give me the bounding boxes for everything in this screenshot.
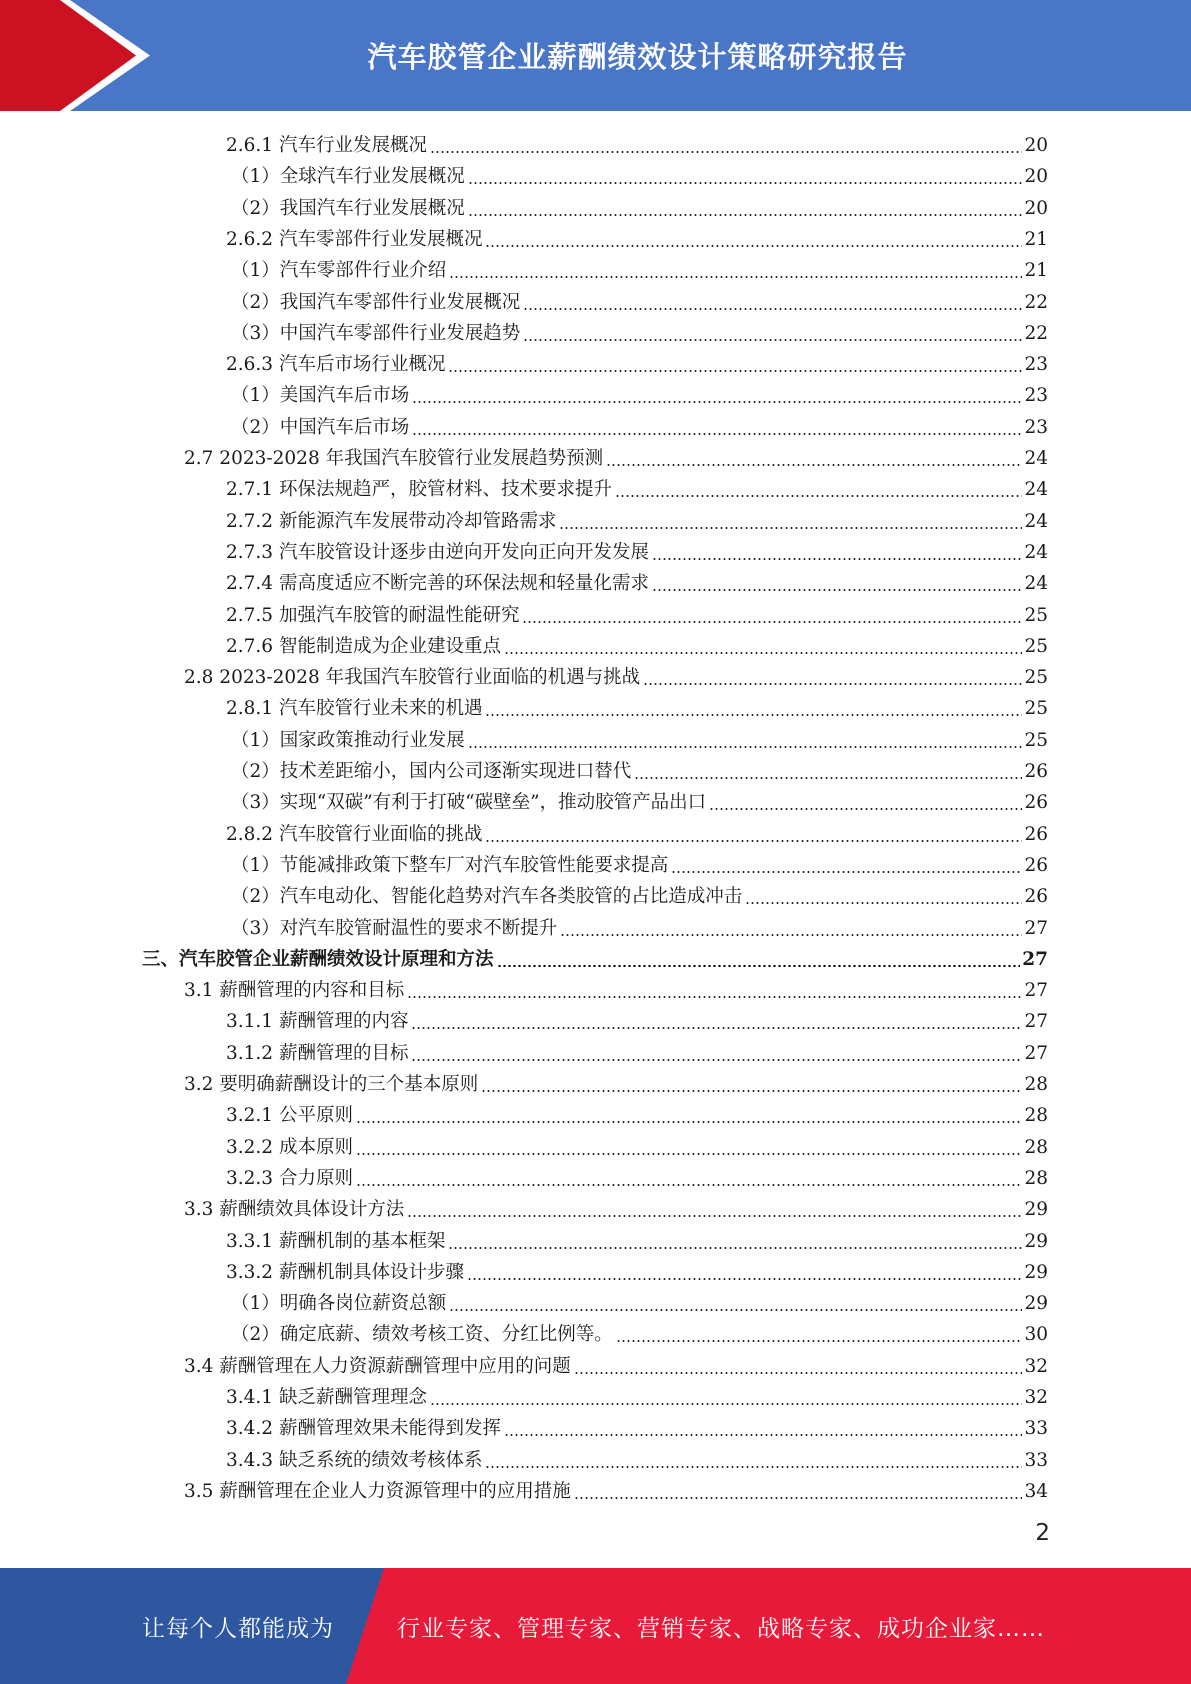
toc-entry-page: 21	[1024, 260, 1048, 282]
toc-entry-title: 2.7.4 需高度适应不断完善的环保法规和轻量化需求	[226, 573, 649, 595]
toc-leader-dots	[356, 1184, 1023, 1186]
toc-entry-title: 3.1.2 薪酬管理的目标	[226, 1042, 409, 1064]
toc-leader-dots	[468, 182, 1023, 184]
toc-leader-dots	[560, 934, 1022, 936]
toc-entry-title: （1）节能减排政策下整车厂对汽车胶管性能要求提高	[231, 854, 669, 876]
toc-entry[interactable]	[226, 1254, 1048, 1285]
toc-entry[interactable]	[226, 1129, 1048, 1160]
toc-entry[interactable]	[226, 221, 1048, 252]
toc-entry[interactable]	[231, 784, 1048, 815]
toc-leader-dots	[467, 1278, 1022, 1280]
toc-entry-page: 20	[1024, 166, 1048, 188]
toc-entry-title: （2）汽车电动化、智能化趋势对汽车各类胶管的占比造成冲击	[231, 886, 743, 908]
toc-leader-dots	[449, 1309, 1022, 1311]
toc-entry-title: 3.2.1 公平原则	[226, 1105, 353, 1127]
toc-leader-dots	[356, 1121, 1023, 1123]
toc-entry-title: （3）对汽车胶管耐温性的要求不断提升	[231, 917, 558, 939]
toc-leader-dots	[745, 902, 1022, 904]
toc-entry-page: 28	[1024, 1074, 1048, 1095]
toc-leader-dots	[485, 245, 1022, 247]
toc-entry-page: 26	[1024, 886, 1048, 908]
toc-entry-title: 3.2.3 合力原则	[226, 1167, 353, 1189]
toc-entry-page: 24	[1024, 479, 1048, 501]
toc-entry-title: 3.3.1 薪酬机制的基本框架	[226, 1230, 446, 1252]
toc-leader-dots	[574, 1372, 1023, 1374]
toc-entry-page: 33	[1024, 1418, 1048, 1440]
toc-entry[interactable]	[231, 1285, 1048, 1316]
toc-entry-title: （2）我国汽车零部件行业发展概况	[231, 291, 521, 313]
toc-entry-page: 21	[1024, 228, 1048, 250]
toc-leader-dots	[504, 652, 1022, 654]
toc-leader-dots	[407, 996, 1022, 998]
toc-entry-title: 2.7.5 加强汽车胶管的耐温性能研究	[226, 604, 520, 626]
toc-entry[interactable]	[184, 440, 1048, 471]
toc-entry-page: 22	[1024, 291, 1048, 313]
toc-leader-dots	[652, 558, 1022, 560]
toc-leader-dots	[411, 1059, 1022, 1061]
toc-entry-page: 23	[1024, 416, 1048, 438]
toc-entry[interactable]	[231, 315, 1048, 346]
toc-entry-page: 22	[1024, 322, 1048, 344]
toc-leader-dots	[671, 871, 1022, 873]
toc-entry-page: 26	[1024, 792, 1048, 814]
toc-entry-title: 3.1 薪酬管理的内容和目标	[184, 980, 405, 1002]
toc-entry[interactable]	[226, 534, 1048, 565]
toc-entry-title: 3.1.1 薪酬管理的内容	[226, 1011, 409, 1033]
toc-entry-title: 2.6.3 汽车后市场行业概况	[226, 354, 446, 376]
toc-entry-page: 27	[1024, 917, 1048, 939]
toc-entry[interactable]	[231, 847, 1048, 878]
toc-entry-title: 3.3 薪酬绩效具体设计方法	[184, 1199, 405, 1221]
toc-leader-dots	[522, 621, 1022, 623]
toc-entry[interactable]	[226, 127, 1048, 158]
toc-entry-page: 29	[1024, 1293, 1048, 1315]
toc-entry-page: 26	[1024, 761, 1048, 782]
toc-entry[interactable]	[231, 158, 1048, 189]
toc-entry-page: 28	[1024, 1167, 1048, 1189]
toc-entry-page: 24	[1024, 448, 1048, 469]
toc-entry[interactable]	[226, 1160, 1048, 1191]
toc-entry[interactable]	[231, 722, 1048, 753]
toc-leader-dots	[574, 1497, 1023, 1499]
toc-entry-title: （1）明确各岗位薪资总额	[231, 1293, 447, 1315]
toc-leader-dots	[559, 527, 1022, 529]
toc-entry-title: 2.7.6 智能制造成为企业建设重点	[226, 635, 501, 657]
toc-leader-dots	[407, 1215, 1022, 1217]
toc-leader-dots	[468, 746, 1023, 748]
toc-entry-page: 33	[1024, 1449, 1048, 1471]
toc-entry-title: 3.4.1 缺乏薪酬管理理念	[226, 1387, 427, 1408]
toc-leader-dots	[356, 1153, 1023, 1155]
toc-entry[interactable]	[226, 565, 1048, 596]
toc-entry-page: 23	[1024, 354, 1048, 376]
toc-entry-page: 28	[1024, 1136, 1048, 1158]
toc-entry-page: 27	[1022, 948, 1048, 970]
footer-slogan-right: 行业专家、管理专家、营销专家、战略专家、成功企业家……	[397, 1615, 1045, 1642]
toc-entry[interactable]	[184, 972, 1048, 1003]
toc-entry-page: 25	[1024, 729, 1048, 751]
toc-entry-title: 2.6.1 汽车行业发展概况	[226, 135, 427, 156]
toc-leader-dots	[449, 276, 1022, 278]
toc-entry-title: 2.6.2 汽车零部件行业发展概况	[226, 228, 483, 250]
toc-entry-page: 20	[1024, 135, 1048, 156]
toc-entry-title: 2.7.2 新能源汽车发展带动冷却管路需求	[226, 510, 557, 532]
toc-entry[interactable]	[231, 252, 1048, 283]
toc-entry-title: 3.4.3 缺乏系统的绩效考核体系	[226, 1449, 483, 1471]
toc-entry[interactable]	[226, 1035, 1048, 1066]
toc-entry-title: （1）美国汽车后市场	[231, 385, 410, 407]
toc-entry-page: 30	[1024, 1324, 1048, 1346]
toc-entry[interactable]	[184, 1191, 1048, 1222]
toc-leader-dots	[481, 1090, 1022, 1092]
toc-entry[interactable]	[184, 659, 1048, 690]
toc-leader-dots	[652, 589, 1022, 591]
toc-entry-title: 2.8.1 汽车胶管行业未来的机遇	[226, 698, 483, 720]
toc-entry[interactable]	[231, 377, 1048, 408]
toc-entry-title: 2.8 2023-2028 年我国汽车胶管行业面临的机遇与挑战	[184, 667, 641, 689]
toc-entry[interactable]	[231, 409, 1048, 440]
toc-entry-page: 26	[1024, 823, 1048, 845]
toc-entry-title: （1）全球汽车行业发展概况	[231, 166, 465, 188]
toc-leader-dots	[412, 401, 1022, 403]
toc-entry[interactable]	[226, 1223, 1048, 1254]
toc-entry[interactable]	[231, 910, 1048, 941]
toc-entry[interactable]	[226, 503, 1048, 534]
toc-entry-page: 27	[1024, 1042, 1048, 1064]
toc-leader-dots	[523, 308, 1022, 310]
toc-leader-dots	[485, 840, 1022, 842]
toc-entry-page: 24	[1024, 510, 1048, 532]
toc-entry-page: 32	[1024, 1355, 1048, 1377]
toc-leader-dots	[468, 214, 1023, 216]
toc-entry[interactable]	[184, 1348, 1048, 1379]
toc-entry-title: 2.7.3 汽车胶管设计逐步由逆向开发向正向开发发展	[226, 541, 649, 563]
toc-entry[interactable]	[231, 753, 1048, 784]
toc-leader-dots	[430, 1403, 1022, 1405]
toc-entry-title: 3.4 薪酬管理在人力资源薪酬管理中应用的问题	[184, 1355, 571, 1377]
toc-entry-title: （2）我国汽车行业发展概况	[231, 197, 465, 219]
toc-entry-page: 25	[1024, 604, 1048, 626]
toc-entry[interactable]	[231, 878, 1048, 909]
toc-entry-page: 25	[1024, 667, 1048, 689]
toc-leader-dots	[523, 339, 1022, 341]
toc-entry-title: （2）确定底薪、绩效考核工资、分红比例等。	[231, 1324, 613, 1346]
toc-entry-page: 29	[1024, 1199, 1048, 1221]
toc-entry-page: 34	[1024, 1480, 1048, 1502]
toc-entry-title: 2.7 2023-2028 年我国汽车胶管行业发展趋势预测	[184, 448, 604, 469]
report-header	[0, 0, 1191, 111]
toc-entry-title: （2）技术差距缩小，国内公司逐渐实现进口替代	[231, 761, 632, 782]
toc-leader-dots	[616, 1340, 1023, 1342]
toc-entry[interactable]	[142, 941, 1048, 972]
toc-entry-page: 24	[1024, 573, 1048, 595]
toc-entry[interactable]	[226, 1442, 1048, 1473]
toc-entry-page: 25	[1024, 698, 1048, 720]
toc-entry-page: 23	[1024, 385, 1048, 407]
toc-entry-title: （2）中国汽车后市场	[231, 416, 410, 438]
toc-leader-dots	[412, 433, 1022, 435]
toc-entry-page: 25	[1024, 635, 1048, 657]
toc-leader-dots	[497, 965, 1021, 967]
toc-entry-title: 3.4.2 薪酬管理效果未能得到发挥	[226, 1418, 501, 1440]
footer-banner	[0, 1568, 1191, 1684]
toc-leader-dots	[485, 714, 1022, 716]
toc-entry[interactable]	[231, 284, 1048, 315]
toc-entry-page: 29	[1024, 1261, 1048, 1283]
toc-entry-title: 3.3.2 薪酬机制具体设计步骤	[226, 1261, 464, 1283]
toc-leader-dots	[643, 683, 1022, 685]
toc-entry-title: 3.5 薪酬管理在企业人力资源管理中的应用措施	[184, 1480, 571, 1502]
toc-entry[interactable]	[226, 1003, 1048, 1034]
toc-leader-dots	[709, 808, 1022, 810]
toc-entry-title: （1）国家政策推动行业发展	[231, 729, 465, 751]
toc-entry[interactable]	[226, 346, 1048, 377]
toc-entry-page: 28	[1024, 1105, 1048, 1127]
toc-entry-title: （3）实现“双碳”有利于打破“碳壁垒”，推动胶管产品出口	[231, 792, 707, 814]
report-title: 汽车胶管企业薪酬绩效设计策略研究报告	[367, 40, 908, 74]
toc-entry-page: 29	[1024, 1230, 1048, 1252]
toc-leader-dots	[448, 1247, 1022, 1249]
toc-entry[interactable]	[184, 1066, 1048, 1097]
footer-slogan-left: 让每个人都能成为	[142, 1615, 334, 1642]
toc-entry-title: 3.2.2 成本原则	[226, 1136, 353, 1158]
toc-entry-page: 20	[1024, 197, 1048, 219]
toc-leader-dots	[448, 370, 1022, 372]
toc-entry-title: 2.7.1 环保法规趋严，胶管材料、技术要求提升	[226, 479, 612, 501]
toc-entry-title: 三、汽车胶管企业薪酬绩效设计原理和方法	[142, 948, 494, 970]
toc-entry[interactable]	[226, 597, 1048, 628]
toc-leader-dots	[615, 495, 1022, 497]
toc-leader-dots	[634, 777, 1022, 779]
toc-entry[interactable]	[226, 690, 1048, 721]
toc-entry-page: 27	[1024, 1011, 1048, 1033]
toc-entry-title: （3）中国汽车零部件行业发展趋势	[231, 322, 521, 344]
toc-entry-page: 32	[1024, 1387, 1048, 1408]
toc-entry[interactable]	[226, 1379, 1048, 1410]
toc-entry[interactable]	[226, 1097, 1048, 1128]
toc-entry-title: 2.8.2 汽车胶管行业面临的挑战	[226, 823, 483, 845]
toc-entry-page: 24	[1024, 541, 1048, 563]
toc-leader-dots	[485, 1466, 1022, 1468]
toc-entry-title: 3.2 要明确薪酬设计的三个基本原则	[184, 1074, 479, 1095]
toc-entry-title: （1）汽车零部件行业介绍	[231, 260, 447, 282]
toc-entry[interactable]	[226, 816, 1048, 847]
toc-entry[interactable]	[226, 1410, 1048, 1441]
toc-leader-dots	[606, 464, 1022, 466]
toc-leader-dots	[430, 151, 1022, 153]
toc-entry[interactable]	[231, 1316, 1048, 1347]
toc-entry[interactable]	[231, 190, 1048, 221]
toc-leader-dots	[504, 1434, 1022, 1436]
toc-leader-dots	[411, 1027, 1022, 1029]
toc-entry-page: 26	[1024, 854, 1048, 876]
toc-entry[interactable]	[184, 1473, 1048, 1504]
page-number: 2	[1035, 1520, 1050, 1546]
toc-entry[interactable]	[226, 471, 1048, 502]
toc-entry[interactable]	[226, 628, 1048, 659]
toc-entry-page: 27	[1024, 980, 1048, 1002]
